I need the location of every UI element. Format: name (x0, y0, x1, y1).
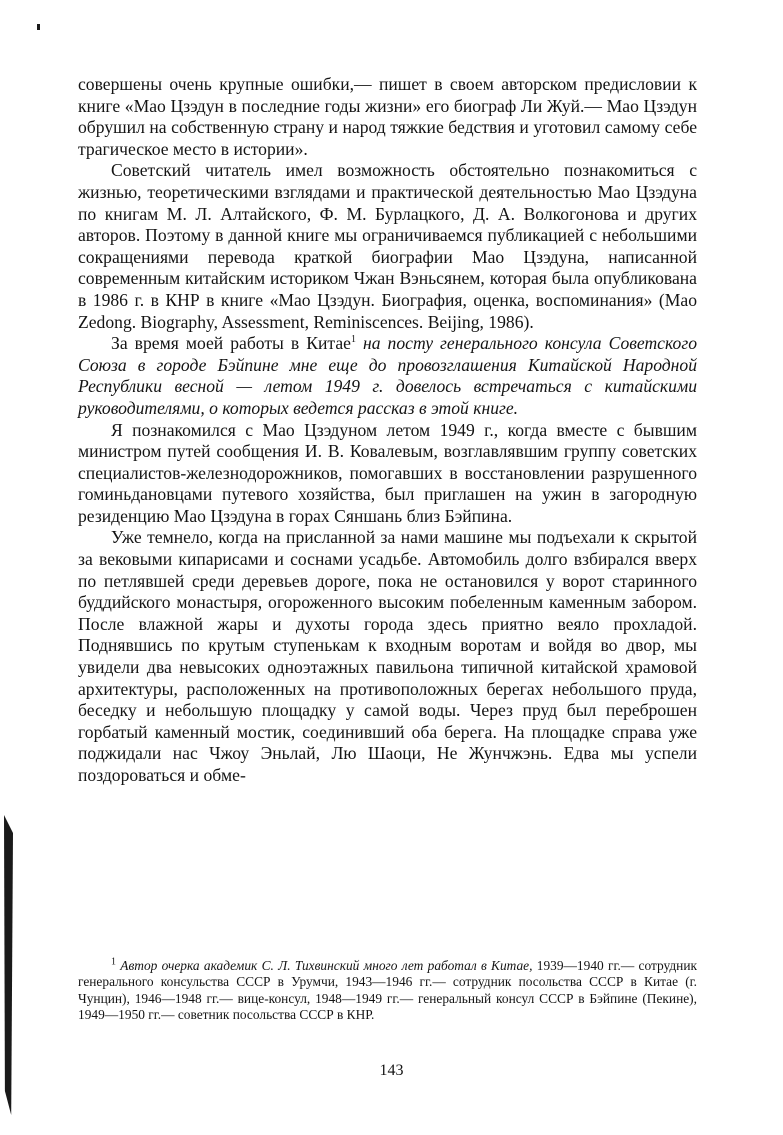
footnote-text: 1939—1940 гг.— сотрудник генерального консульства СССР в Урумчи, 1943—1946 гг.— сотрудник посольства СССР в Китае (г. Чунцин), 1946—1948 гг.— вице-консул, 1948—1949 гг.— генеральный консул СССР в Бэйпине (Пекине), 1949—1950 гг.— советник посольства СССР в КНР. (78, 958, 697, 1023)
paragraph-2: Советский читатель имел возможность обстоятельно познакомиться с жизнью, теоретическими взглядами и практической деятельностью Мао Цзэдуна по книгам М. Л. Алтайского, Ф. М. Бурлацкого, Д. А. Волкогонова и других авторов. Поэтому в данной книге мы ограничиваемся публикацией с небольшими сокращениями перевода краткой биографии Мао Цзэдуна, написанной современным китайским историком Чжан Вэньсянем, которая была опубликована в 1986 г. в КНР в книге «Мао Цзэдун. Биография, оценка, воспоминания» (Mao Zedong. Biography, Assessment, Reminiscences. Beijing, 1986). (78, 160, 697, 332)
paragraph-4: Я познакомился с Мао Цзэдуном летом 1949 г., когда вместе с бывшим министром путей сообщения И. В. Ковалевым, возглавлявшим группу советских специалистов-железнодорожников, помогавших в восстановлении разрушенного гоминьдановцами путевого хозяйства, был приглашен на ужин в загородную резиденцию Мао Цзэдуна в горах Сяншань близ Бэйпина. (78, 419, 697, 526)
paragraph-5: Уже темнело, когда на присланной за нами машине мы подъехали к скрытой за вековыми кипарисами и соснами усадьбе. Автомобиль долго взбирался вверх по петлявшей среди деревьев дороге, пока не остановился у ворот старинного буддийского монастыря, огороженного высоким побеленным каменным забором. После влажной жары и духоты города здесь приятно веяло прохладой. Поднявшись по крутым ступенькам к входным воротам и войдя во двор, мы увидели два невысоких одноэтажных павильона типичной китайской храмовой архитектуры, расположенных на противоположных берегах небольшого пруда, беседку и небольшую площадку у самой воды. Через пруд был переброшен горбатый каменный мостик, соединивший оба берега. На площадке справа уже поджидали нас Чжоу Эньлай, Лю Шаоци, Не Жунчжэнь. Едва мы успели поздороваться и обме- (78, 527, 697, 785)
scan-speck (37, 24, 40, 30)
paragraph-3-italic: на посту генерального консула Советского Союза в городе Бэйпине мне еще до провозглашения Китайской Народной Республики весной — летом 1949 г. довелось встречаться с китайскими руководителями, о которых ведется рассказ в этой книге. (78, 333, 697, 418)
paragraph-3-start: За время моей работы в Китае (111, 333, 351, 354)
page-number: 143 (379, 1062, 404, 1079)
footnote (78, 958, 697, 1024)
page-body (78, 74, 697, 787)
paragraph-3 (78, 333, 697, 419)
footnote-mark: 1 (111, 956, 116, 968)
footnote-reference[interactable]: 1 (350, 334, 356, 346)
paragraph-1: совершены очень крупные ошибки,— пишет в своем авторском предисловии к книге «Мао Цзэдун в последние годы жизни» его биограф Ли Жуй.— Мао Цзэдун обрушил на собственную страну и народ тяжкие бедствия и уготовил самому себе трагическое место в истории». (78, 74, 697, 159)
footnote-italic-text: Автор очерка академик С. Л. Тихвинский много лет работал в Китае, (116, 958, 533, 973)
